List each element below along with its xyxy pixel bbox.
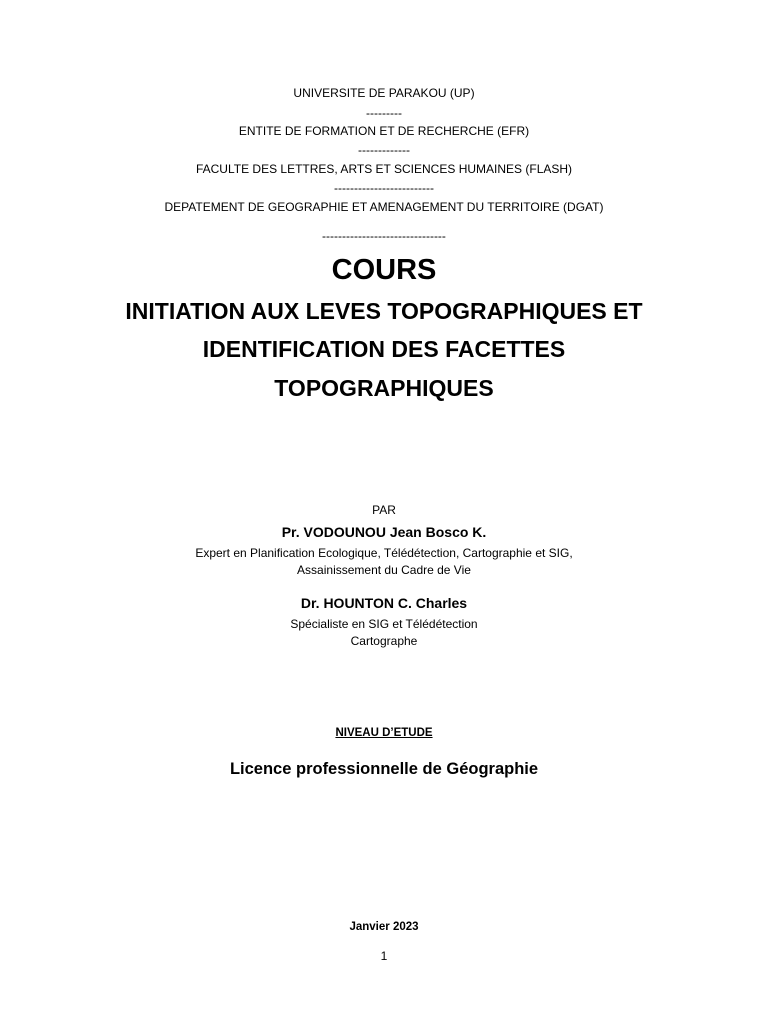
author-role: Cartographe	[350, 634, 418, 648]
course-title-line-1: INITIATION AUX LEVES TOPOGRAPHIQUES ET	[125, 298, 643, 324]
header-separator: -------------------------------	[322, 229, 446, 243]
author-role: Spécialiste en SIG et Télédétection	[290, 617, 478, 631]
header-separator: -------------------------	[334, 181, 434, 195]
study-level-label: NIVEAU D’ETUDE	[335, 727, 433, 739]
page-number: 1	[380, 949, 388, 963]
document-type-title: COURS	[331, 254, 437, 286]
entity-name: ENTITE DE FORMATION ET DE RECHERCHE (EFR)	[238, 124, 530, 138]
document-date: Janvier 2023	[349, 921, 419, 933]
course-title-line-3: TOPOGRAPHIQUES	[274, 375, 494, 401]
by-label: PAR	[372, 503, 396, 517]
author-name: Dr. HOUNTON C. Charles	[300, 595, 468, 611]
author-role: Expert en Planification Ecologique, Télédétection, Cartographie et SIG,	[195, 546, 573, 560]
faculty-name: FACULTE DES LETTRES, ARTS ET SCIENCES HUMAINES (FLASH)	[195, 162, 573, 176]
department-name: DEPATEMENT DE GEOGRAPHIE ET AMENAGEMENT DU TERRITOIRE (DGAT)	[164, 200, 604, 214]
university-name: UNIVERSITE DE PARAKOU (UP)	[293, 86, 475, 100]
author-role: Assainissement du Cadre de Vie	[297, 563, 471, 577]
header-separator: ---------	[366, 106, 402, 120]
study-level-value: Licence professionnelle de Géographie	[229, 760, 539, 778]
header-separator: -------------	[358, 143, 410, 157]
course-title-line-2: IDENTIFICATION DES FACETTES	[202, 336, 566, 362]
author-name: Pr. VODOUNOU Jean Bosco K.	[281, 524, 487, 540]
